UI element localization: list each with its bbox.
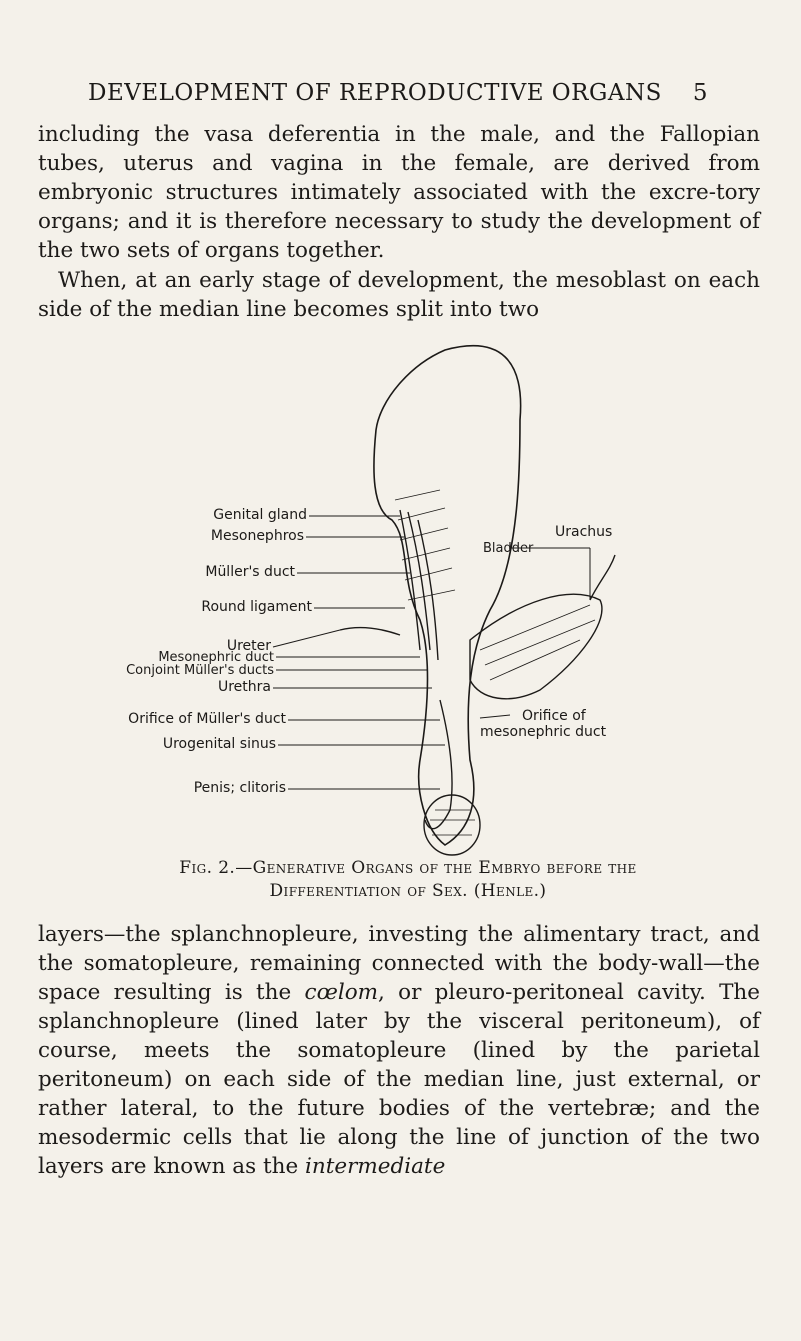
- bladder-hatching: [480, 605, 595, 680]
- label-ureter: Ureter: [226, 638, 271, 654]
- emphasis-coelom: cœlom: [304, 980, 379, 1005]
- urachus-line: [590, 555, 615, 600]
- label-urogenital-sinus: Urogenital sinus: [162, 736, 276, 752]
- penis-hatching: [430, 810, 475, 835]
- paragraph-1: including the vasa deferentia in the male, and the Fallopian tubes, uterus and vagina in the female, are derived from embryonic structures intimately associated with the excre-tory organs; and it is therefore necessary to study the development of the two sets of organs together.: [38, 122, 760, 263]
- figure-caption: [88, 857, 728, 903]
- label-round-ligament: Round ligament: [201, 599, 312, 615]
- page-number: 5: [692, 80, 708, 106]
- penis-clitoris-shape: [424, 795, 480, 855]
- embryo-outline: [374, 346, 521, 845]
- leader-lines: [273, 516, 590, 789]
- label-mullers-duct: Müller's duct: [205, 564, 295, 580]
- gland-hatching: [395, 490, 455, 600]
- paragraph-3-part-a: layers—the splanchnopleure, investing the alimentary tract, and the somatopleure, remaining connected with the body-wall—the space resulting is the: [38, 922, 760, 1005]
- label-mesonephros: Mesonephros: [210, 528, 304, 544]
- mesonephric-duct-line: [418, 520, 438, 660]
- label-conjoint-mullers-ducts: Conjoint Müller's ducts: [126, 663, 274, 678]
- paragraph-3-part-b: , or pleuro-peritoneal cavity. The splanchnopleure (lined later by the visceral peritoneum), of course, meets the somatopleure (lined by the parietal peritoneum) on each side of the median line, just external, or rather lateral, to the future bodies of the vertebræ; and the mesodermic cells that lie along the line of junction of the two layers are known as the: [38, 980, 760, 1179]
- label-urethra: Urethra: [217, 679, 271, 695]
- label-bladder: Bladder: [483, 541, 534, 556]
- running-title: DEVELOPMENT OF REPRODUCTIVE ORGANS: [88, 80, 662, 106]
- label-mesonephric-duct-orifice: mesonephric duct: [480, 724, 607, 740]
- label-genital-gland: Genital gland: [213, 507, 307, 523]
- label-urachus: Urachus: [555, 524, 613, 540]
- label-orifice-of: Orifice of: [522, 708, 586, 724]
- label-mesonephric-duct: Mesonephric duct: [158, 650, 274, 665]
- label-orifice-mullers-duct: Orifice of Müller's duct: [128, 711, 286, 727]
- urogenital-sinus: [425, 700, 452, 829]
- caption-line-1: Fig. 2.—Generative Organs of the Embryo before the: [179, 858, 637, 878]
- caption-line-2: Differentiation of Sex. (Henle.): [269, 881, 547, 901]
- round-ligament-line: [340, 628, 400, 635]
- paragraph-2: When, at an early stage of development, the mesoblast on each side of the median line becomes split into two: [38, 268, 760, 322]
- emphasis-intermediate: intermediate: [305, 1154, 446, 1179]
- label-penis-clitoris: Penis; clitoris: [193, 780, 286, 796]
- paragraph-3: [38, 920, 760, 1181]
- mesonephros-line: [400, 510, 420, 650]
